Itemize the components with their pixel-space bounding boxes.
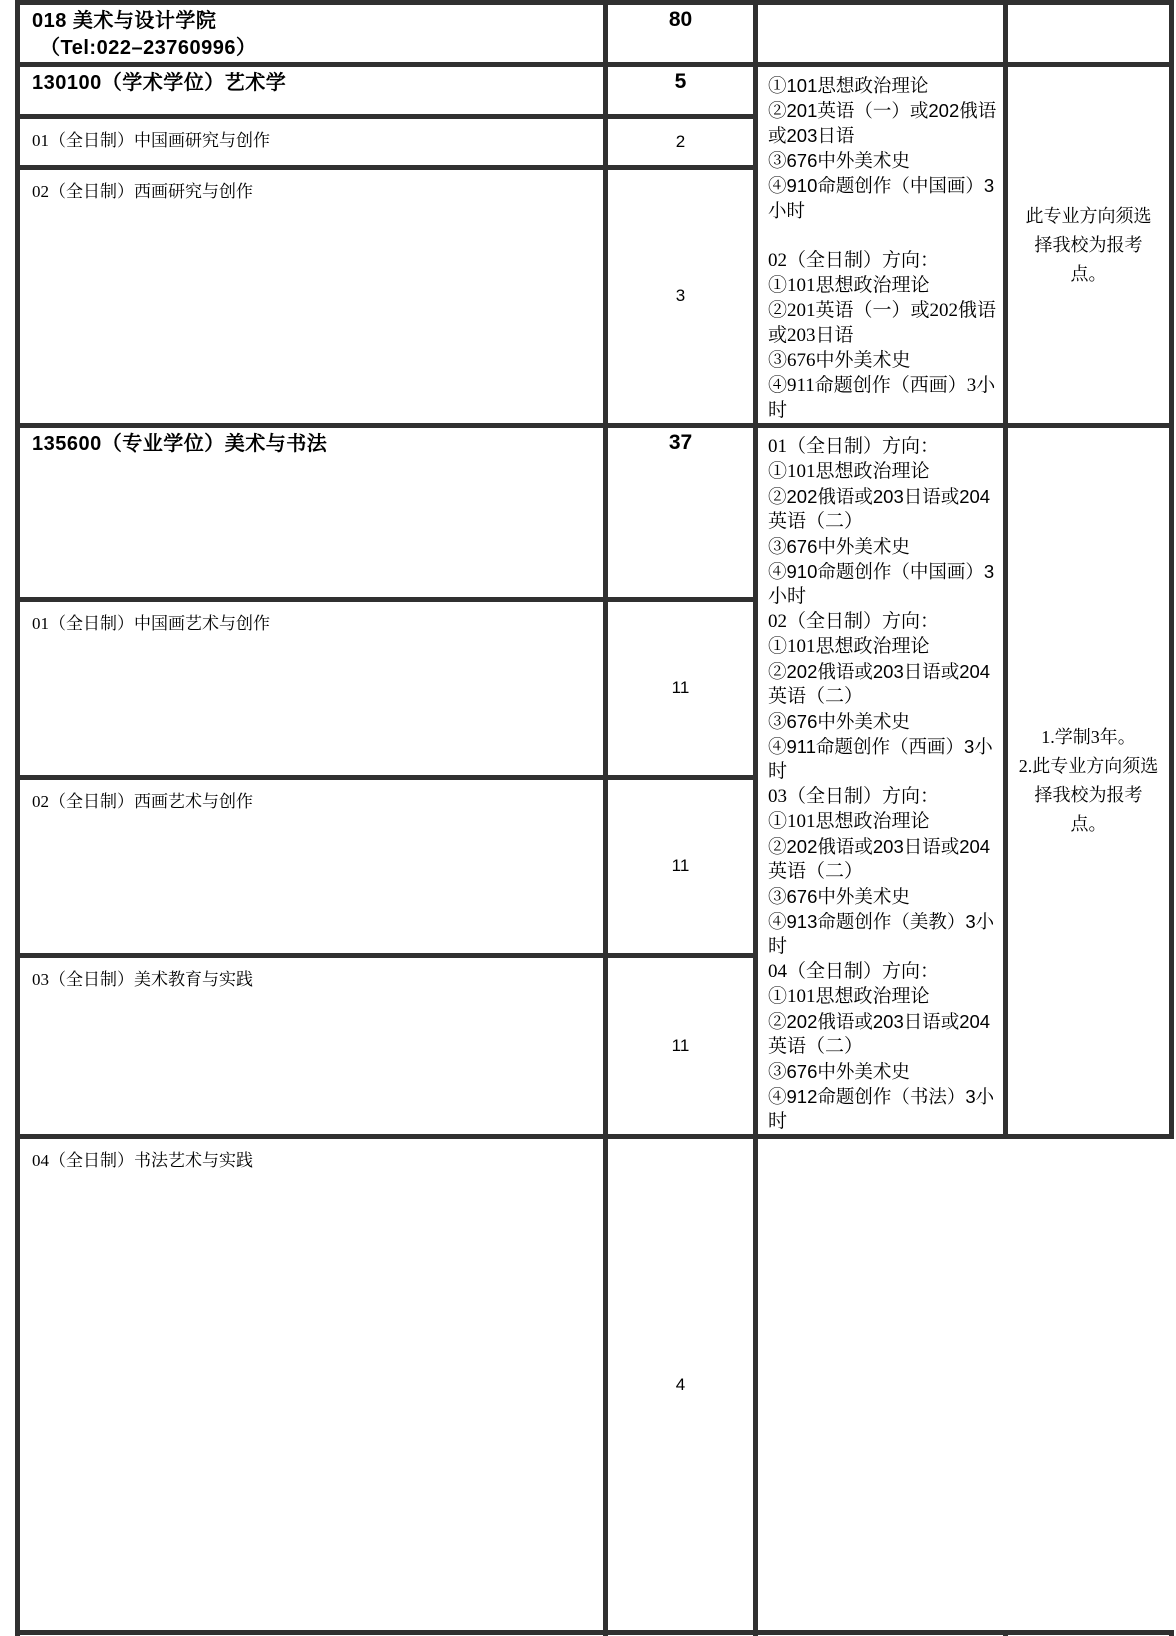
exam-subjects-cell-135600 [756, 426, 1006, 1137]
text-line: 时 [768, 1111, 788, 1132]
text-line: ②201英语（一）或202俄语 [768, 100, 997, 121]
text-line: 时 [768, 761, 788, 782]
program-quota: 5 [606, 65, 756, 117]
program-135600-row [18, 426, 1172, 600]
text-line: ④911命题创作（西画）3小 [768, 375, 996, 396]
program-130100-row [18, 65, 1172, 117]
text-line: 择我校为报考 [1034, 785, 1143, 805]
text-line: 择我校为报考 [1034, 234, 1143, 255]
cutoff-cell [18, 1633, 606, 1636]
text-line: ④913命题创作（美教）3小 [768, 911, 995, 932]
direction-label: 04（全日制）书法艺术与实践 [18, 1137, 606, 1633]
text-line: ④910命题创作（中国画）3 [768, 175, 995, 196]
direction-label: 03（全日制）美术教育与实践 [18, 955, 606, 1136]
college-remarks-empty-cell [1006, 3, 1172, 65]
text-line: ②202俄语或203日语或204 [768, 661, 991, 682]
text-line: ②201英语（一）或202俄语 [768, 300, 997, 321]
text-line: ③676中外美术史 [768, 350, 911, 371]
program-quota: 37 [606, 426, 756, 600]
text-line: ②202俄语或203日语或204 [768, 1011, 991, 1032]
text-line: ①101思想政治理论 [768, 811, 930, 832]
program-title-cell: 130100（学术学位）艺术学 [18, 65, 606, 117]
remarks-cell-135600 [1006, 426, 1172, 1137]
cutoff-cell [1006, 1633, 1172, 1636]
text-line: ①101思想政治理论 [768, 275, 930, 296]
text-line: ③676中外美术史 [768, 711, 910, 732]
text-line: 时 [768, 400, 788, 421]
text-line: ④911命题创作（西画）3小 [768, 736, 993, 757]
cutoff-row [18, 1633, 1172, 1636]
exam-subjects-cell-130100 [756, 65, 1006, 426]
text-line: 01（全日制）方向： [768, 436, 940, 457]
text-line: 2.此专业方向须选 [1018, 756, 1159, 776]
cutoff-cell [606, 1633, 756, 1636]
direction-quota: 4 [606, 1137, 756, 1633]
text-line [768, 223, 999, 248]
direction-row [18, 1137, 1172, 1633]
college-quota: 80 [606, 3, 756, 65]
college-row [18, 3, 1172, 65]
cutoff-cell [756, 1633, 1006, 1636]
text-line: ③676中外美术史 [768, 536, 910, 557]
text-line: 或203日语 [768, 125, 855, 146]
text-line: ①101思想政治理论 [768, 986, 930, 1007]
text-line: ①101思想政治理论 [768, 636, 930, 657]
text-line: ①101思想政治理论 [768, 461, 930, 482]
college-exam-empty-cell [756, 3, 1006, 65]
text-line: 英语（二） [768, 1036, 864, 1057]
remarks-cell-130100 [1006, 65, 1172, 426]
text-line: 02（全日制）方向： [768, 250, 940, 271]
text-line: 02（全日制）方向： [768, 611, 940, 632]
text-line: ③676中外美术史 [768, 1061, 910, 1082]
college-title-cell [18, 3, 606, 65]
text-line: ④910命题创作（中国画）3 [768, 561, 995, 582]
direction-quota: 3 [606, 167, 756, 425]
direction-quota: 11 [606, 600, 756, 778]
text-line: 小时 [768, 586, 807, 607]
direction-label: 01（全日制）中国画研究与创作 [18, 117, 606, 168]
direction-label: 02（全日制）西画研究与创作 [18, 167, 606, 425]
text-line: 英语（二） [768, 686, 864, 707]
text-line: 点。 [1070, 263, 1107, 284]
text-line: 英语（二） [768, 511, 864, 532]
college-tel: （Tel:022–23760996） [40, 37, 257, 59]
text-line: 1.学制3年。 [1041, 727, 1136, 747]
direction-quota: 11 [606, 777, 756, 955]
direction-quota: 2 [606, 117, 756, 168]
text-line: 04（全日制）方向： [768, 961, 940, 982]
direction-quota: 11 [606, 955, 756, 1136]
text-line: ①101思想政治理论 [768, 75, 929, 96]
text-line: ④912命题创作（书法）3小 [768, 1086, 995, 1107]
direction-label: 02（全日制）西画艺术与创作 [18, 777, 606, 955]
text-line: ③676中外美术史 [768, 150, 910, 171]
text-line: 小时 [768, 200, 806, 221]
text-line: 点。 [1070, 814, 1107, 834]
admissions-table [15, 0, 1174, 1636]
text-line: ③676中外美术史 [768, 886, 910, 907]
text-line: ②202俄语或203日语或204 [768, 836, 991, 857]
text-line: 或203日语 [768, 325, 854, 346]
text-line: 03（全日制）方向： [768, 786, 940, 807]
direction-label: 01（全日制）中国画艺术与创作 [18, 600, 606, 778]
program-title-cell: 135600（专业学位）美术与书法 [18, 426, 606, 600]
text-line: ②202俄语或203日语或204 [768, 486, 991, 507]
text-line: 此专业方向须选 [1025, 205, 1152, 226]
text-line: 英语（二） [768, 861, 864, 882]
text-line: 时 [768, 936, 788, 957]
college-title: 018 美术与设计学院 [32, 10, 217, 32]
